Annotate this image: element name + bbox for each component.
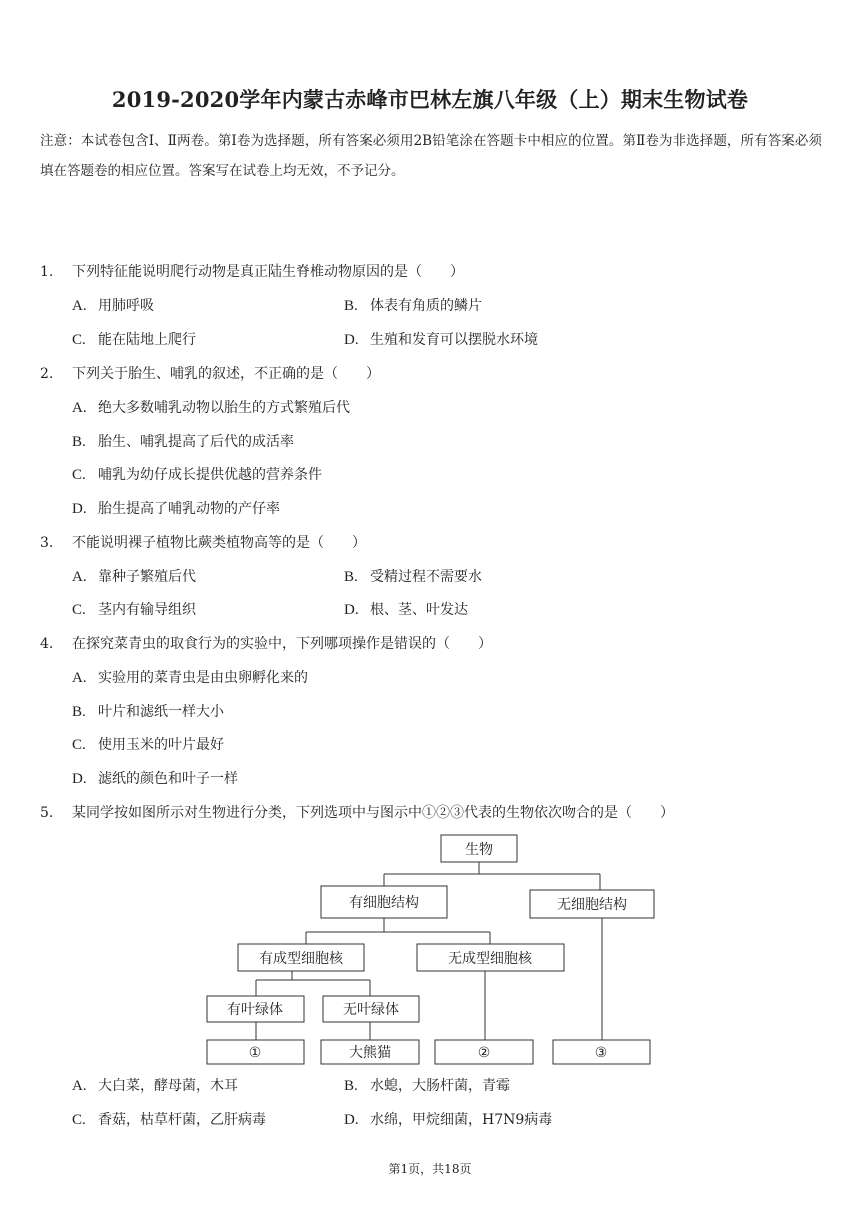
option-text: 用肺呼吸 — [98, 298, 154, 314]
question-text: 下列特征能说明爬行动物是真正陆生脊椎动物原因的是（ ） — [72, 264, 464, 280]
question-text: 某同学按如图所示对生物进行分类，下列选项中与图示中①②③代表的生物依次吻合的是（ ） — [72, 805, 674, 821]
option-text: 胎生提高了哺乳动物的产仔率 — [98, 501, 280, 517]
option-text: 绝大多数哺乳动物以胎生的方式繁殖后代 — [98, 400, 350, 416]
leaf-1-label: ① — [248, 1045, 262, 1061]
option-text: 胎生、哺乳提高了后代的成活率 — [98, 434, 294, 450]
leaf-panda-label: 大熊猫 — [349, 1045, 391, 1061]
option-text: 哺乳为幼仔成长提供优越的营养条件 — [98, 467, 322, 483]
option-letter: A. — [72, 298, 87, 314]
page-title: 2019-2020学年内蒙古赤峰市巴林左旗八年级（上）期末生物试卷 — [111, 87, 749, 112]
option-letter: C. — [72, 602, 86, 618]
node-nucleated-label: 有成型细胞核 — [259, 951, 343, 967]
option-letter: C. — [72, 332, 86, 348]
option-letter: B. — [344, 569, 358, 585]
node-root-label: 生物 — [465, 842, 493, 858]
question-number: 3. — [40, 535, 54, 551]
option-text: 受精过程不需要水 — [370, 569, 482, 585]
question-number: 1. — [40, 264, 54, 280]
option-d — [344, 1110, 552, 1130]
option-letter: B. — [344, 1078, 358, 1094]
option-text: 使用玉米的叶片最好 — [98, 737, 224, 753]
option-text: 茎内有输导组织 — [98, 602, 196, 618]
question-number: 5. — [40, 805, 54, 821]
exam-instructions: 注意：本试卷包含Ⅰ、Ⅱ两卷。第Ⅰ卷为选择题，所有答案必须用2B铅笔涂在答题卡中相应的位置。第Ⅱ卷为非选择题，所有答案必须填在答题卷的相应位置。答案写在试卷上均无效，不予记分。 — [40, 133, 822, 179]
option-letter: A. — [72, 569, 87, 585]
option-text: 水绵，甲烷细菌，H7N9病毒 — [370, 1112, 553, 1128]
leaf-2-label: ② — [477, 1045, 491, 1061]
option-text: 水螅，大肠杆菌，青霉 — [370, 1078, 510, 1094]
node-chloroplast-label: 有叶绿体 — [227, 1002, 283, 1018]
option-text: 大白菜，酵母菌，木耳 — [98, 1078, 238, 1094]
option-text: 体表有角质的鳞片 — [370, 298, 482, 314]
option-letter: D. — [344, 602, 359, 618]
option-letter: B. — [344, 298, 358, 314]
node-no-chloroplast-label: 无叶绿体 — [343, 1002, 399, 1018]
question-text: 下列关于胎生、哺乳的叙述，不正确的是（ ） — [72, 366, 380, 382]
option-text: 香菇，枯草杆菌，乙肝病毒 — [98, 1112, 266, 1128]
option-text: 实验用的菜青虫是由虫卵孵化来的 — [98, 670, 308, 686]
question-text: 不能说明裸子植物比蕨类植物高等的是（ ） — [72, 535, 366, 551]
option-c — [72, 1110, 266, 1130]
option-letter: C. — [72, 467, 86, 483]
node-acellular-label: 无细胞结构 — [557, 897, 627, 913]
option-letter: C. — [72, 1112, 86, 1128]
option-letter: B. — [72, 704, 86, 720]
option-letter: A. — [72, 1078, 87, 1094]
option-letter: D. — [344, 1112, 359, 1128]
question-text: 在探究菜青虫的取食行为的实验中，下列哪项操作是错误的（ ） — [72, 636, 492, 652]
option-letter: D. — [72, 771, 87, 787]
option-text: 能在陆地上爬行 — [98, 332, 196, 348]
question-number: 4. — [40, 636, 54, 652]
option-letter: A. — [72, 400, 87, 416]
option-text: 靠种子繁殖后代 — [98, 569, 196, 585]
leaf-3-label: ③ — [594, 1045, 608, 1061]
option-b — [344, 1076, 510, 1096]
option-text: 生殖和发育可以摆脱水环境 — [370, 332, 538, 348]
page-footer: 第1页，共18页 — [388, 1162, 472, 1176]
node-cellular-label: 有细胞结构 — [349, 895, 419, 911]
node-non-nucleated-label: 无成型细胞核 — [448, 951, 532, 967]
option-letter: D. — [344, 332, 359, 348]
question-number: 2. — [40, 366, 54, 382]
option-a — [72, 1076, 238, 1096]
option-text: 根、茎、叶发达 — [370, 602, 468, 618]
option-letter: A. — [72, 670, 87, 686]
option-letter: B. — [72, 434, 86, 450]
option-text: 滤纸的颜色和叶子一样 — [98, 771, 238, 787]
option-text: 叶片和滤纸一样大小 — [98, 704, 224, 720]
option-letter: C. — [72, 737, 86, 753]
option-letter: D. — [72, 501, 87, 517]
